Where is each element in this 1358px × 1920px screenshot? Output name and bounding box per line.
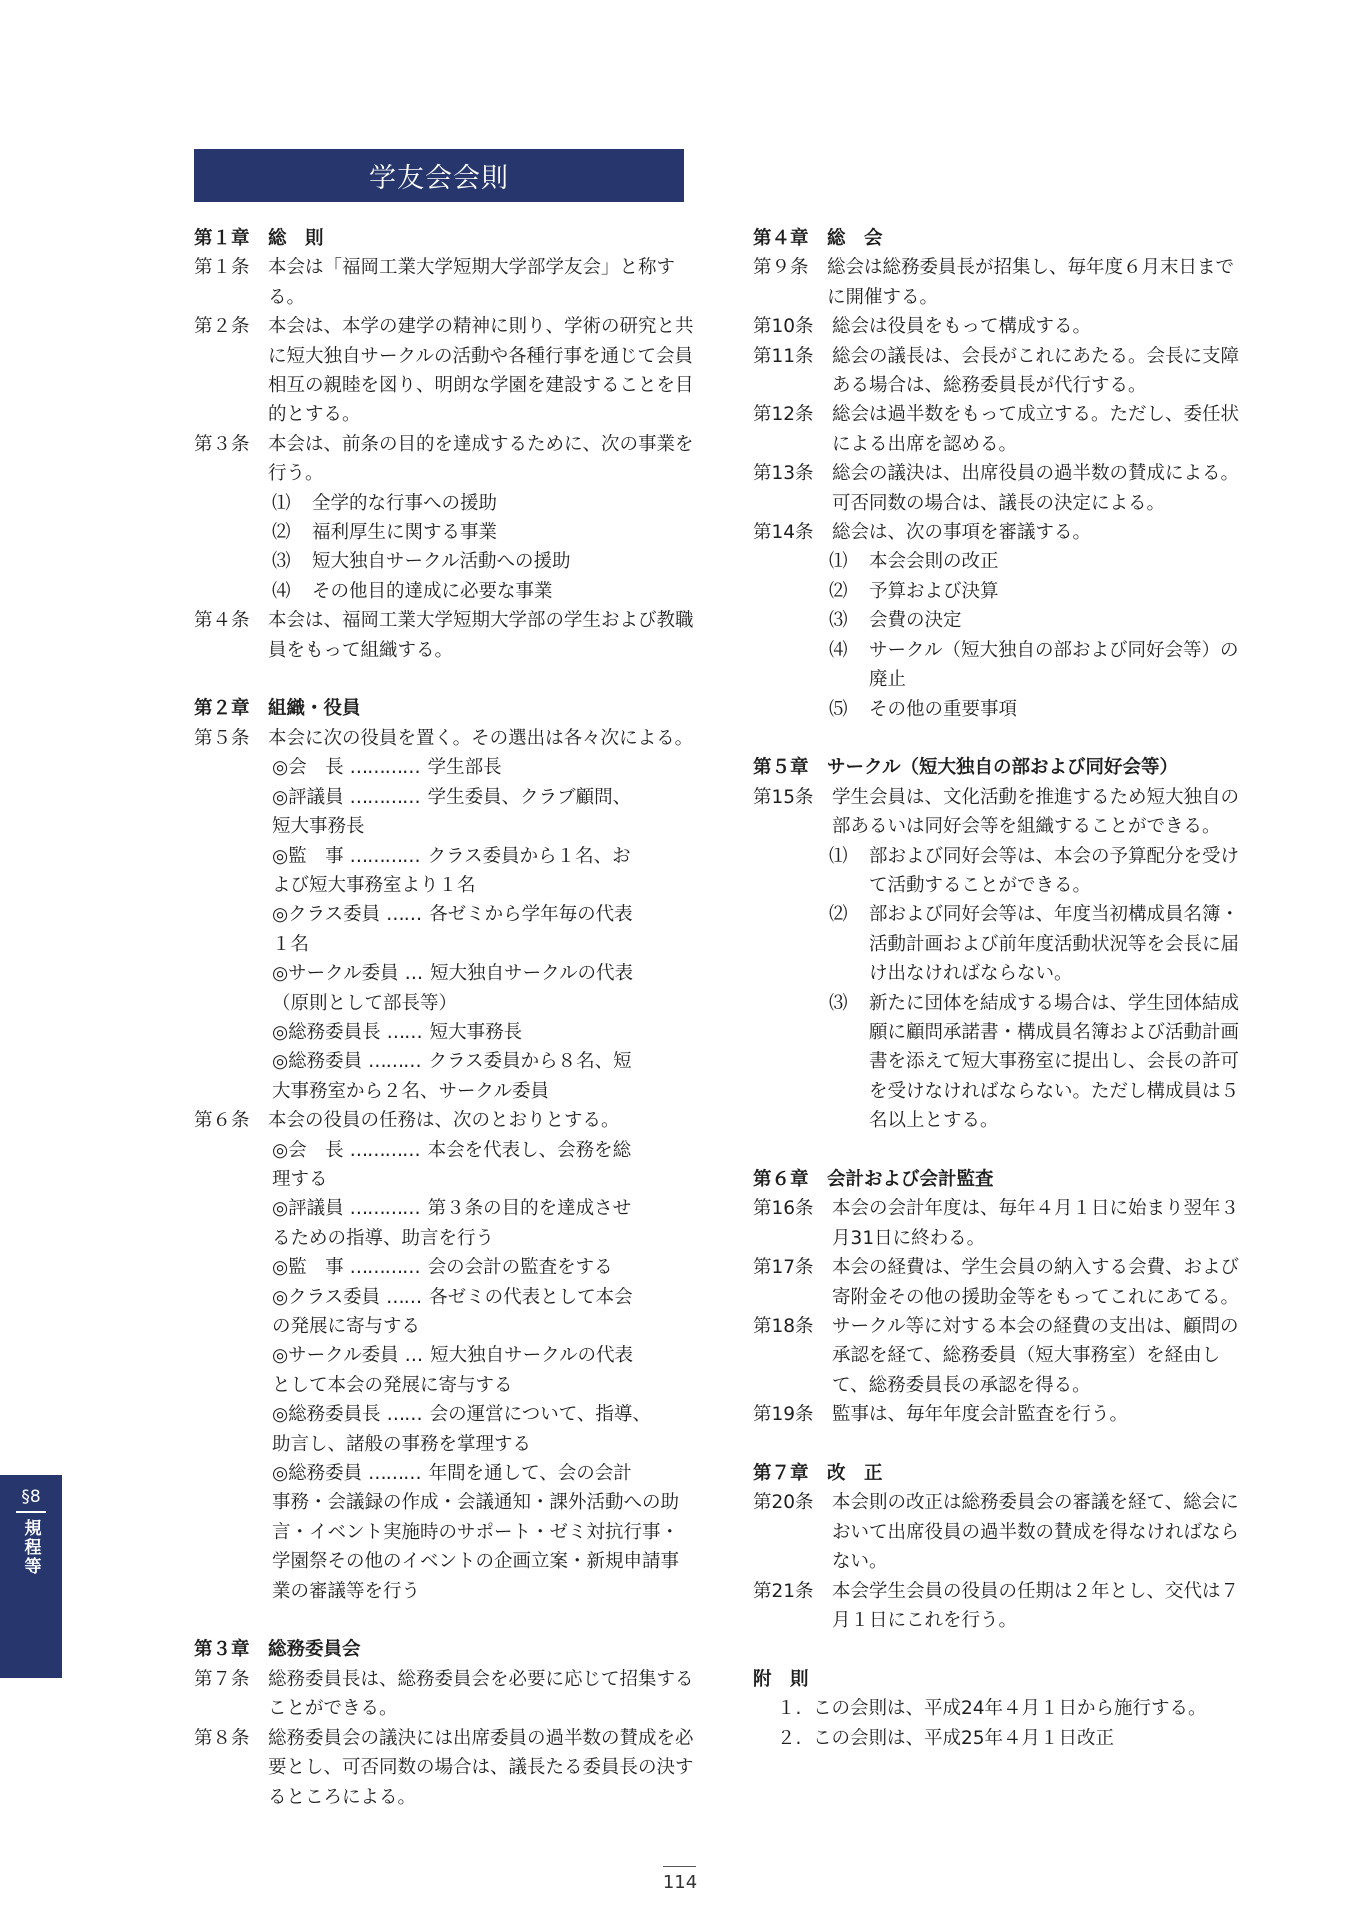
chapter-6-heading: 第６章 会計および会計監査 [753, 1168, 994, 1190]
item-text: その他目的達成に必要な事業 [312, 580, 553, 602]
article-number: 第１条 [194, 257, 269, 279]
right-column [753, 224, 1245, 1753]
item-text: 会費の決定 [869, 610, 962, 632]
list-item [194, 489, 694, 518]
article-10 [753, 312, 1245, 341]
chapter-5-heading: 第５章 サークル（短大独自の部および同好会等） [753, 757, 1178, 779]
dot-leader: …… [386, 1286, 422, 1308]
officer-entry [194, 1253, 694, 1282]
chapter-4-heading: 第４章 総 会 [753, 228, 883, 249]
article-9 [753, 253, 1245, 312]
article-8 [194, 1724, 694, 1812]
dot-leader: … [404, 1345, 423, 1367]
officer-description: 各ゼミの代表として本会 [429, 1286, 633, 1308]
article-text: 本会学生会員の役員の任期は２年とし、交代は７月１日にこれを行う。 [832, 1580, 1240, 1632]
article-text: 総会の議決は、出席役員の過半数の賛成による。可否同数の場合は、議長の決定による。 [832, 463, 1240, 514]
officer-description: 短大独自サークルの代表 [430, 963, 634, 985]
article-text: 監事は、毎年年度会計監査を行う。 [832, 1404, 1129, 1426]
article-13 [753, 459, 1245, 518]
article-3 [194, 430, 694, 489]
article-number: 第８条 [194, 1727, 269, 1749]
item-number: ⑶ [829, 992, 848, 1014]
officer-entry [194, 1283, 694, 1312]
dot-leader: …… [386, 1021, 422, 1043]
officer-description: 会の会計の監査をする [427, 1257, 613, 1279]
article-number: 第17条 [753, 1257, 833, 1279]
officer-role: ◎サークル委員 [272, 1345, 399, 1367]
supplementary-item [753, 1724, 1245, 1753]
officer-continuation: 助言し、諸般の事務を掌理する [272, 1433, 532, 1455]
list-item [753, 842, 1245, 901]
officer-role: ◎評議員 [272, 1198, 344, 1220]
article-21 [753, 1577, 1245, 1636]
item-number: ⑴ [272, 492, 291, 514]
article-number: 第21条 [753, 1580, 833, 1602]
article-20 [753, 1488, 1245, 1576]
article-number: 第20条 [753, 1492, 833, 1514]
list-item [753, 900, 1245, 988]
item-text: この会則は、平成25年４月１日改正 [813, 1727, 1115, 1749]
article-number: 第13条 [753, 463, 833, 485]
officer-continuation: １名 [272, 933, 310, 955]
officer-continuation: 理する [272, 1168, 328, 1190]
officer-continuation: として本会の発展に寄与する [272, 1374, 513, 1396]
item-text: 予算および決算 [869, 580, 999, 602]
article-15 [753, 783, 1245, 842]
article-text: 本会の経費は、学生会員の納入する会費、および寄附金その他の援助金等をもってこれにあてる。 [832, 1257, 1240, 1308]
article-number: 第12条 [753, 404, 833, 426]
officer-continuation: 大事務室から２名、サークル委員 [272, 1080, 549, 1102]
officer-continuation: るための指導、助言を行う [272, 1227, 495, 1249]
article-text: 総務委員長は、総務委員会を必要に応じて招集することができる。 [268, 1668, 694, 1720]
article-number: 第４条 [194, 610, 269, 632]
chapter-1-heading: 第１章 総 則 [194, 228, 324, 249]
officer-role: ◎クラス委員 [272, 1286, 381, 1308]
officer-description: 各ゼミから学年毎の代表 [429, 904, 633, 926]
officer-entry [194, 1136, 694, 1165]
list-item [194, 577, 694, 606]
article-text: 総会は、次の事項を審議する。 [832, 522, 1092, 544]
item-text: 部および同好会等は、年度当初構成員名簿・活動計画および前年度活動状況等を会長に届け出なければならない。 [869, 904, 1240, 985]
item-number: １. [777, 1698, 802, 1720]
article-18 [753, 1312, 1245, 1400]
article-text: 総会は過半数をもって成立する。ただし、委任状による出席を認める。 [832, 404, 1240, 455]
officer-role: ◎会 長 [272, 1139, 344, 1161]
page-number-rule [663, 1866, 696, 1867]
officer-entry [194, 900, 694, 929]
officer-description: クラス委員から１名、お [427, 845, 631, 867]
officer-role: ◎クラス委員 [272, 904, 381, 926]
article-text: 本会に次の役員を置く。その選出は各々次による。 [268, 727, 694, 749]
article-number: 第３条 [194, 433, 269, 455]
article-1 [194, 253, 694, 312]
dot-leader: ………… [349, 1198, 420, 1220]
article-text: 本会の会計年度は、毎年４月１日に始まり翌年３月31日に終わる。 [832, 1198, 1240, 1249]
chapter-2-heading: 第２章 組織・役員 [194, 698, 361, 720]
article-text: 総会は役員をもって構成する。 [832, 316, 1092, 338]
article-text: 総会は総務委員長が招集し、毎年度６月末日までに開催する。 [827, 257, 1235, 308]
item-number: ⑵ [829, 904, 848, 926]
list-item [194, 518, 694, 547]
officer-description: 第３条の目的を達成させ [427, 1198, 632, 1220]
item-number: ⑷ [829, 639, 848, 661]
chapter-7-heading: 第７章 改 正 [753, 1463, 883, 1485]
article-number: 第14条 [753, 522, 833, 544]
officer-role: ◎サークル委員 [272, 963, 399, 985]
section-number: §8 [21, 1487, 41, 1507]
left-column [194, 224, 694, 1812]
officer-description: 学生委員、クラブ顧問、 [427, 786, 632, 808]
article-number: 第15条 [753, 786, 833, 808]
officer-role: ◎総務委員 [272, 1051, 363, 1073]
article-19 [753, 1400, 1245, 1429]
section-divider [16, 1511, 46, 1513]
item-text: 短大独自サークル活動への援助 [312, 551, 571, 573]
list-item [753, 989, 1245, 1136]
officer-role: ◎監 事 [272, 845, 344, 867]
dot-leader: ……… [368, 1463, 421, 1485]
item-number: ２. [777, 1727, 802, 1749]
item-number: ⑶ [272, 551, 291, 573]
officer-description: 短大事務長 [429, 1021, 523, 1043]
officer-description: クラス委員から８名、短 [428, 1051, 632, 1073]
item-number: ⑸ [829, 698, 848, 720]
section-side-tab [0, 1475, 62, 1678]
officer-role: ◎総務委員長 [272, 1021, 381, 1043]
list-item [753, 577, 1245, 606]
officer-entry [194, 842, 694, 871]
article-14 [753, 518, 1245, 547]
article-number: 第10条 [753, 316, 833, 338]
article-4 [194, 606, 694, 665]
section-label: 規程等 [20, 1519, 41, 1576]
dot-leader: ……… [368, 1051, 421, 1073]
article-text: 本会は、前条の目的を達成するために、次の事業を行う。 [268, 433, 694, 485]
article-number: 第７条 [194, 1668, 269, 1690]
officer-entry [194, 1341, 694, 1370]
officer-entry [194, 959, 694, 988]
item-text: 新たに団体を結成する場合は、学生団体結成願に顧問承諾書・構成員名簿および活動計画書を添えて短大事務室に提出し、会長の許可を受けなければならない。ただし構成員は５名以上とする。 [869, 992, 1240, 1132]
officer-entry [194, 1194, 694, 1223]
article-text: 本会は「福岡工業大学短期大学部学友会」と称する。 [268, 257, 676, 308]
officer-entry [194, 753, 694, 782]
article-text: 本会の役員の任務は、次のとおりとする。 [268, 1110, 620, 1132]
list-item [753, 636, 1245, 695]
officer-continuation: の発展に寄与する [272, 1316, 421, 1338]
article-text: 本会則の改正は総務委員会の審議を経て、総会において出席役員の過半数の賛成を得なければならない。 [832, 1492, 1240, 1573]
officer-entry [194, 1400, 694, 1429]
item-number: ⑵ [272, 522, 291, 544]
item-text: サークル（短大独自の部および同好会等）の廃止 [869, 639, 1239, 691]
officer-role: ◎監 事 [272, 1257, 344, 1279]
officer-role: ◎会 長 [272, 757, 344, 779]
officer-entry [194, 1018, 694, 1047]
article-6 [194, 1106, 694, 1135]
dot-leader: ………… [349, 845, 420, 867]
article-11 [753, 342, 1245, 401]
page-number: 114 [662, 1872, 698, 1893]
officer-role: ◎総務委員長 [272, 1404, 381, 1426]
officer-description: 年間を通して、会の会計 [428, 1463, 632, 1485]
dot-leader: ………… [349, 1257, 420, 1279]
item-number: ⑴ [829, 551, 848, 573]
item-text: 部および同好会等は、本会の予算配分を受けて活動することができる。 [869, 845, 1240, 896]
item-number: ⑷ [272, 580, 291, 602]
article-number: 第11条 [753, 345, 833, 367]
item-text: 本会会則の改正 [869, 551, 999, 573]
article-5 [194, 724, 694, 753]
item-text: 全学的な行事への援助 [312, 492, 498, 514]
supplementary-heading: 附 則 [753, 1668, 809, 1690]
article-number: 第５条 [194, 727, 269, 749]
officer-continuation: （原則として部長等） [272, 992, 458, 1014]
officer-description: 学生部長 [427, 757, 502, 779]
officer-description: 会の運営について、指導、 [429, 1404, 651, 1426]
officer-description: 短大独自サークルの代表 [430, 1345, 634, 1367]
item-number: ⑵ [829, 580, 848, 602]
article-text: 本会は、福岡工業大学短期大学部の学生および教職員をもって組織する。 [268, 610, 694, 661]
supplementary-item [753, 1694, 1245, 1723]
chapter-3-heading: 第３章 総務委員会 [194, 1639, 361, 1661]
article-text: 学生会員は、文化活動を推進するため短大独自の部あるいは同好会等を組織することができる。 [832, 786, 1240, 838]
officer-description: 本会を代表し、会務を総 [427, 1139, 632, 1161]
document-title: 学友会会則 [194, 149, 684, 202]
article-number: 第19条 [753, 1404, 833, 1426]
article-number: 第２条 [194, 316, 269, 338]
officer-entry [194, 1459, 694, 1488]
dot-leader: ………… [349, 1139, 420, 1161]
article-number: 第18条 [753, 1316, 833, 1337]
article-12 [753, 400, 1245, 459]
item-text: 福利厚生に関する事業 [312, 522, 498, 544]
article-text: 本会は、本学の建学の精神に則り、学術の研究と共に短大独自サークルの活動や各種行事を通じて会員相互の親睦を図り、明朗な学園を建設することを目的とする。 [268, 316, 694, 426]
dot-leader: … [404, 963, 423, 985]
article-number: 第６条 [194, 1110, 269, 1132]
item-text: この会則は、平成24年４月１日から施行する。 [813, 1698, 1207, 1720]
article-number: 第16条 [753, 1198, 833, 1220]
dot-leader: …… [386, 904, 422, 926]
dot-leader: …… [386, 1404, 422, 1426]
officer-role: ◎総務委員 [272, 1463, 363, 1485]
list-item [753, 547, 1245, 576]
list-item [194, 547, 694, 576]
article-text: サークル等に対する本会の経費の支出は、顧問の承認を経て、総務委員（短大事務室）を経由して、総務委員長の承認を得る。 [832, 1316, 1239, 1396]
list-item [753, 606, 1245, 635]
dot-leader: ………… [349, 786, 420, 808]
list-item [753, 695, 1245, 724]
article-7 [194, 1665, 694, 1724]
officer-continuation: よび短大事務室より１名 [272, 874, 476, 896]
dot-leader: ………… [349, 757, 420, 779]
item-number: ⑶ [829, 610, 848, 632]
article-text: 総務委員会の議決には出席委員の過半数の賛成を必要とし、可否同数の場合は、議長たる委員長の決するところによる。 [268, 1727, 694, 1808]
officer-entry [194, 1047, 694, 1076]
officer-continuation: 短大事務長 [272, 816, 365, 838]
article-16 [753, 1194, 1245, 1253]
officer-continuation: 事務・会議録の作成・会議通知・課外活動への助言・イベント実施時のサポート・ゼミ対抗行事・学園祭その他のイベントの企画立案・新規申請事業の審議等を行う [272, 1492, 680, 1602]
item-text: その他の重要事項 [869, 698, 1018, 720]
officer-entry [194, 783, 694, 812]
article-2 [194, 312, 694, 430]
item-number: ⑴ [829, 845, 848, 867]
officer-role: ◎評議員 [272, 786, 344, 808]
article-17 [753, 1253, 1245, 1312]
article-number: 第９条 [753, 257, 828, 279]
article-text: 総会の議長は、会長がこれにあたる。会長に支障ある場合は、総務委員長が代行する。 [832, 345, 1240, 397]
